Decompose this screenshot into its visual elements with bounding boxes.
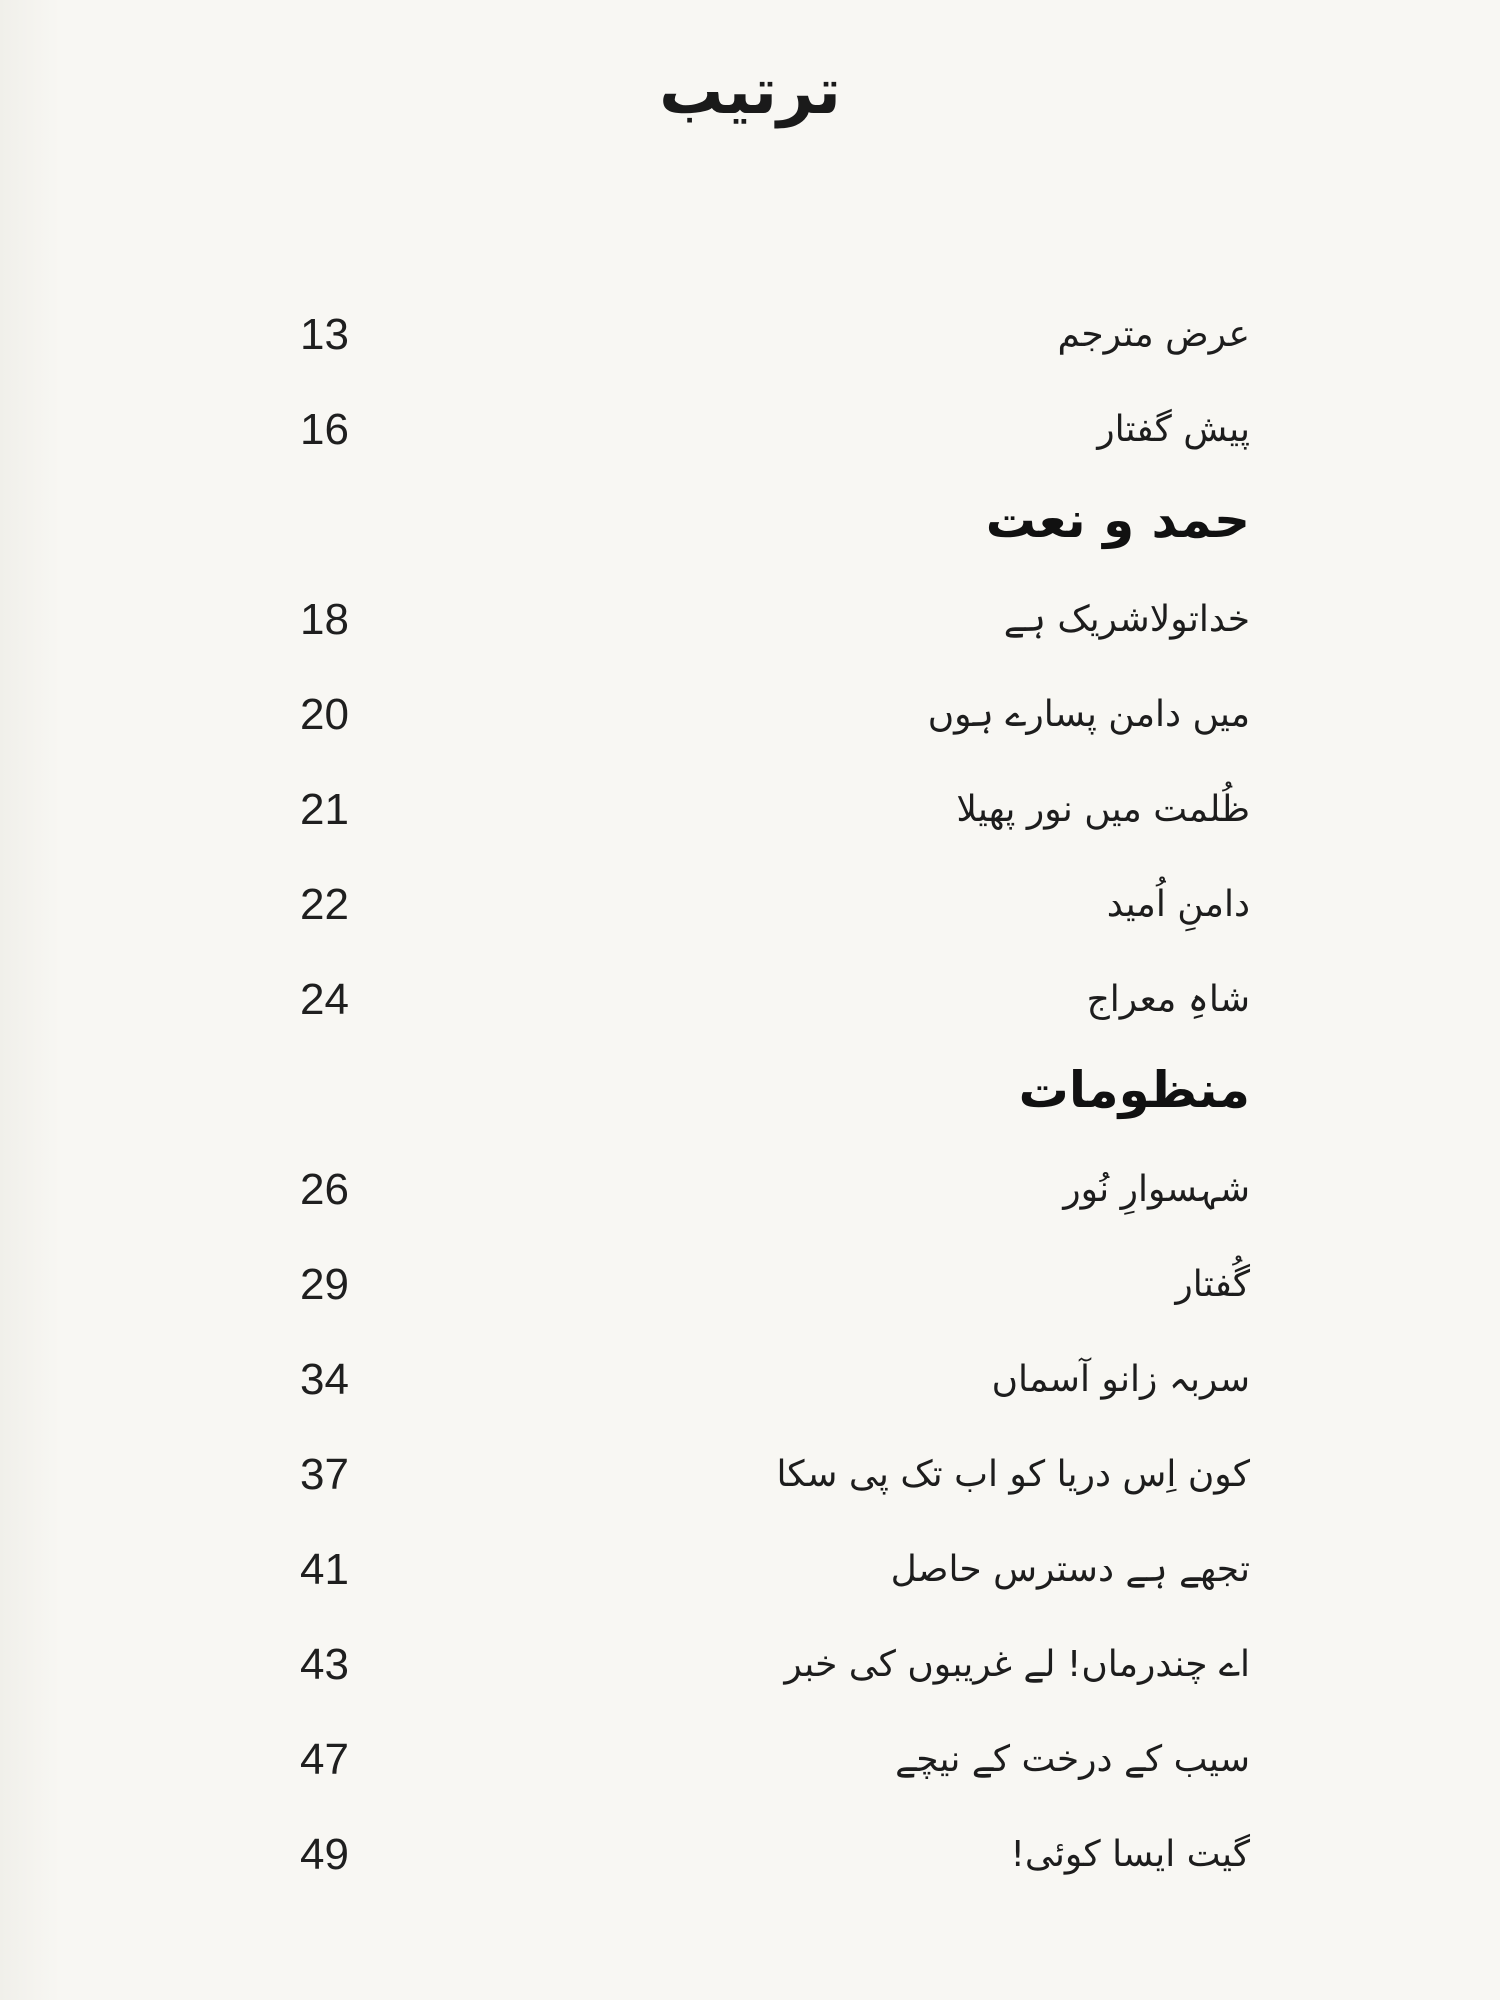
toc-entry-label: گُفتار <box>1175 1264 1250 1305</box>
toc-entry-page: 41 <box>300 1545 349 1594</box>
toc-entry <box>300 1820 1250 1890</box>
toc-entry-page: 22 <box>300 880 349 929</box>
toc-entry-page: 49 <box>300 1830 349 1879</box>
toc-entry-label: خداتولاشریک ہے <box>1003 599 1250 640</box>
toc-entry-label: ظُلمت میں نور پھیلا <box>956 789 1250 830</box>
toc-entry-label: کون اِس دریا کو اب تک پی سکا <box>776 1454 1250 1495</box>
toc-entry-label: اے چندرماں! لے غریبوں کی خبر <box>784 1644 1250 1685</box>
toc-entry <box>300 585 1250 655</box>
toc-entry <box>300 1630 1250 1700</box>
toc-entry-label: دامنِ اُمید <box>1106 884 1250 925</box>
toc-entry-page: 29 <box>300 1260 349 1309</box>
toc-entry-label: سیب کے درخت کے نیچے <box>895 1739 1250 1780</box>
toc-entry-page: 34 <box>300 1355 349 1404</box>
toc-entry-page: 26 <box>300 1165 349 1214</box>
toc-entry <box>300 1250 1250 1320</box>
toc-entry-page: 20 <box>300 690 349 739</box>
toc-entry <box>300 300 1250 370</box>
toc-entry <box>300 870 1250 940</box>
toc-entry-page: 18 <box>300 595 349 644</box>
section-heading: حمد و نعت <box>985 491 1250 549</box>
toc-entry-page: 37 <box>300 1450 349 1499</box>
toc-entry <box>300 1535 1250 1605</box>
toc-entry <box>300 1725 1250 1795</box>
toc-entry <box>300 395 1250 465</box>
toc-entry <box>300 1440 1250 1510</box>
toc-entry-label: عرض مترجم <box>1057 314 1250 355</box>
toc-entry-label: تجھے ہے دسترس حاصل <box>890 1549 1250 1590</box>
toc-entry <box>300 965 1250 1035</box>
toc-entry-label: پیش گفتار <box>1097 409 1250 450</box>
toc-entry-page: 21 <box>300 785 349 834</box>
toc-entry-label: میں دامن پسارے ہوں <box>927 694 1250 735</box>
page-title: ترتیب <box>659 55 841 129</box>
toc-entry-label: سربہ زانو آسماں <box>991 1359 1250 1400</box>
toc-entry-label: شاہِ معراج <box>1086 979 1250 1020</box>
toc-entry-label: گیت ایسا کوئی! <box>1010 1834 1250 1875</box>
toc-entry-page: 47 <box>300 1735 349 1784</box>
toc-entry-page: 43 <box>300 1640 349 1689</box>
toc-entry <box>300 1345 1250 1415</box>
toc-entry <box>300 1155 1250 1225</box>
toc-entry-page: 13 <box>300 310 349 359</box>
toc-entry-page: 16 <box>300 405 349 454</box>
toc-entry <box>300 680 1250 750</box>
page-fold-shade <box>0 0 60 2000</box>
section-heading: منظومات <box>1018 1061 1250 1119</box>
toc-entry-page: 24 <box>300 975 349 1024</box>
toc-entry-label: شہسوارِ نُور <box>1063 1169 1250 1210</box>
toc-entry <box>300 775 1250 845</box>
